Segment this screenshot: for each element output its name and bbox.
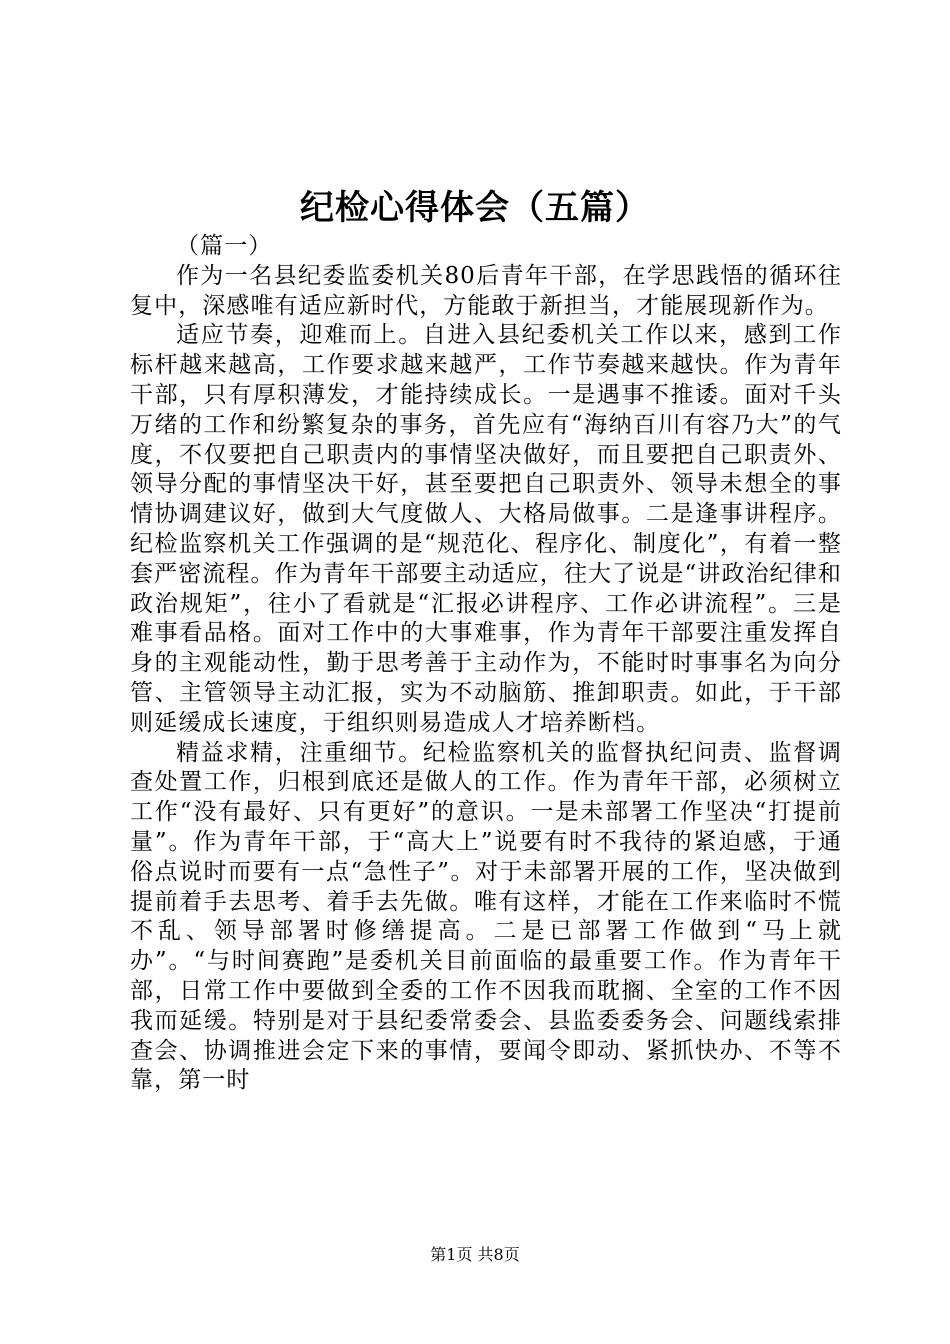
section-label: （篇一） [176,233,273,259]
document-title: 纪检心得体会（五篇） [300,188,650,228]
paragraph: 精益求精，注重细节。纪检监察机关的监督执纪问责、监督调查处置工作，归根到底还是做人的工作。作为青年干部，必须树立工作“没有最好、只有更好”的意识。一是未部署工作坚决“打提前量”。作为青年干部，于“高大上”说要有时不我待的紧迫感，于通俗点说时而要有一点“急性子”。对于未部署开展的工作，坚决做到提前着手去思考、着手去先做。唯有这样，才能在工作来临时不慌不乱、领导部署时修缮提高。二是已部署工作做到“马上就办”。“与时间赛跑”是委机关目前面临的最重要工作。作为青年干部，日常工作中要做到全委的工作不因我而耽搁、全室的工作不因我而延缓。特别是对于县纪委常委会、县监委委务会、问题线索排查会、协调推进会定下来的事情，要闻令即动、紧抓快办、不等不靠，第一时 [130,739,842,1094]
paragraph: 作为一名县纪委监委机关80后青年干部，在学思践悟的循环往复中，深感唯有适应新时代，方能敢于新担当，才能展现新作为。 [130,262,842,319]
document-body [130,232,842,1096]
paragraph: 适应节奏，迎难而上。自进入县纪委机关工作以来，感到工作标杆越来越高，工作要求越来越严，工作节奏越来越快。作为青年干部，只有厚积薄发，才能持续成长。一是遇事不推诿。面对千头万绪的工作和纷繁复杂的事务，首先应有“海纳百川有容乃大”的气度，不仅要把自己职责内的事情坚决做好，而且要把自己职责外、领导分配的事情坚决干好，甚至要把自己职责外、领导未想全的事情协调建议好，做到大气度做人、大格局做事。二是逢事讲程序。纪检监察机关工作强调的是“规范化、程序化、制度化”，有着一整套严密流程。作为青年干部要主动适应，往大了说是“讲政治纪律和政治规矩”，往小了看就是“汇报必讲程序、工作必讲流程”。三是难事看品格。面对工作中的大事难事，作为青年干部要注重发挥自身的主观能动性，勤于思考善于主动作为，不能时时事事名为向分管、主管领导主动汇报，实为不动脑筋、推卸职责。如此，于干部则延缓成长速度，于组织则易造成人才培养断档。 [130,322,842,736]
page-footer: 第1页 共8页 [430,1245,520,1264]
